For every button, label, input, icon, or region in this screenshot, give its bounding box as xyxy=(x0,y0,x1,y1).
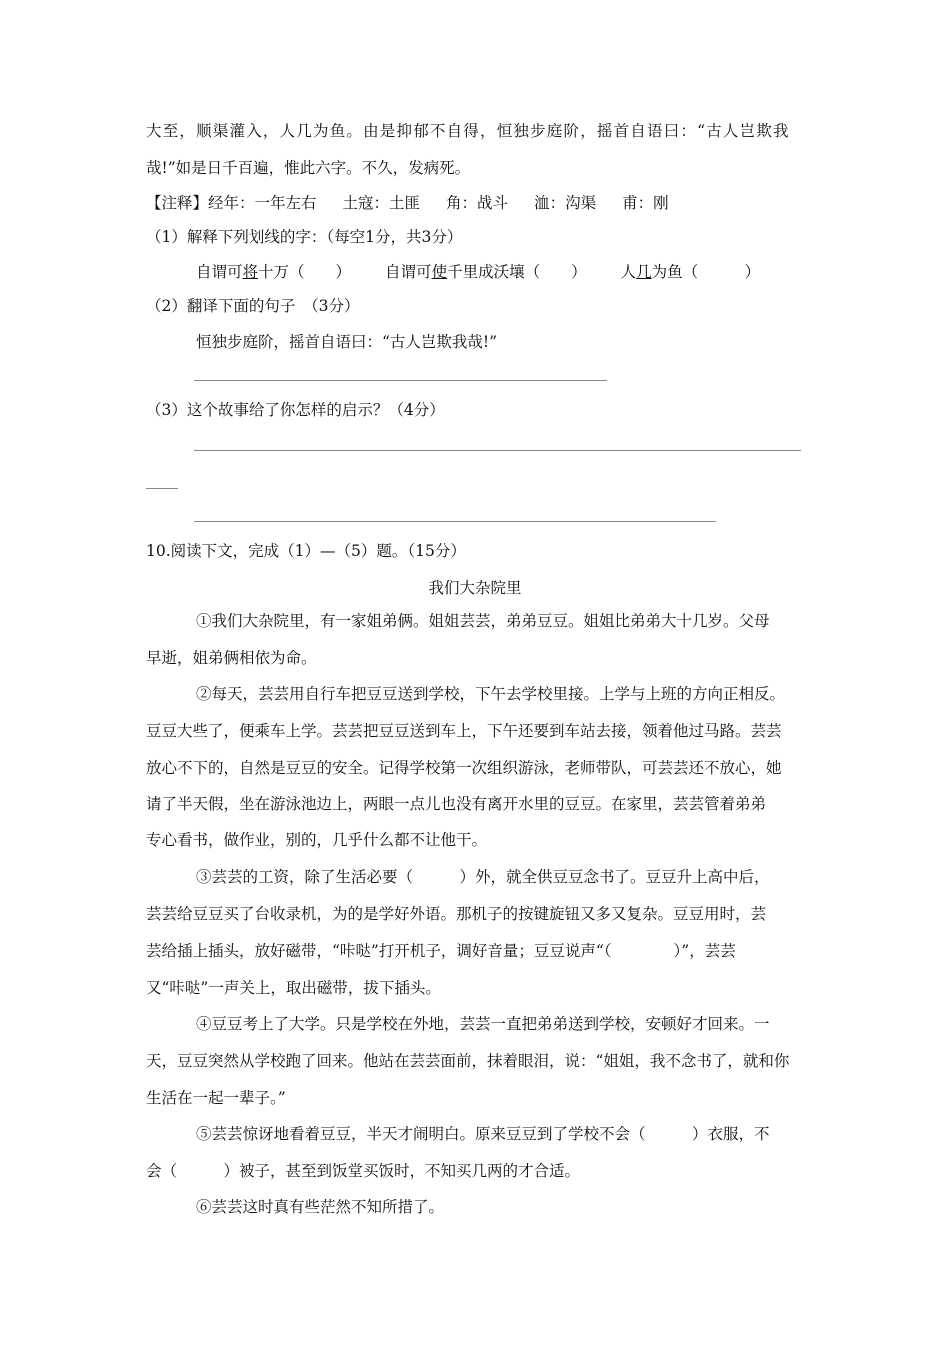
passage-line-2: 哉!”如是日千百遍，惟此六字。不久，发病死。 xyxy=(146,159,471,177)
note-5: 甫：刚 xyxy=(622,194,669,212)
article-line: 生活在一起一辈子。” xyxy=(146,1089,286,1107)
article-line: ⑤芸芸惊讶地看着豆豆，半天才闹明白。原来豆豆到了学校不会（ ）衣服，不 xyxy=(196,1125,770,1143)
article-line: 豆豆大些了，便乘车上学。芸芸把豆豆送到车上，下午还要到车站去接，领着他过马路。芸芸 xyxy=(146,722,782,740)
q2-sentence: 恒独步庭阶，摇首自语曰：“古人岂欺我哉!” xyxy=(196,333,498,351)
article-line: 芸给插上插头，放好磁带，“咔哒”打开机子，调好音量；豆豆说声“（ ）”，芸芸 xyxy=(146,942,736,960)
article-line: ②每天，芸芸用自行车把豆豆送到学校，下午去学校里接。上学与上班的方向正相反。 xyxy=(196,685,786,703)
notes-line xyxy=(146,193,669,213)
article-line: ⑥芸芸这时真有些茫然不知所措了。 xyxy=(196,1198,445,1216)
underlined-char-ji: 几 xyxy=(636,263,652,281)
q1-stem: （1）解释下列划线的字：（每空1分，共3分） xyxy=(146,228,463,246)
q3-answer-line-2 xyxy=(194,521,716,522)
article-line: 芸芸给豆豆买了台收录机，为的是学好外语。那机子的按键旋钮又多又复杂。豆豆用时，芸 xyxy=(146,905,767,923)
q2-stem: （2）翻译下面的句子 （3分） xyxy=(146,297,360,315)
q3-answer-line-1 xyxy=(194,450,801,451)
article-line: ③芸芸的工资，除了生活必要（ ）外，就全供豆豆念书了。豆豆升上高中后， xyxy=(196,868,770,886)
underlined-char-shi: 使 xyxy=(431,263,448,281)
q3-stem: （3）这个故事给了你怎样的启示？（4分） xyxy=(146,401,445,419)
note-4: 洫：沟渠 xyxy=(534,194,597,212)
note-3: 角：战斗 xyxy=(446,194,509,212)
article-line: 请了半天假，坐在游泳池边上，两眼一点儿也没有离开水里的豆豆。在家里，芸芸管着弟弟 xyxy=(146,795,767,813)
article-line: 天，豆豆突然从学校跑了回来。他站在芸芸面前，抹着眼泪，说：“姐姐，我不念书了，就和你 xyxy=(146,1052,790,1070)
article-line: 放心不下的，自然是豆豆的安全。记得学校第一次组织游泳，老师带队，可芸芸还不放心，她 xyxy=(146,759,782,777)
note-1: 经年：一年左右 xyxy=(208,194,317,212)
article-line: ①我们大杂院里，有一家姐弟俩。姐姐芸芸，弟弟豆豆。姐姐比弟弟大十几岁。父母 xyxy=(196,612,770,630)
passage-line-1: 大至，顺渠灌入，人几为鱼。由是抑郁不自得，恒独步庭阶，摇首自语曰：“古人岂欺我 xyxy=(146,122,790,140)
q10-stem: 10.阅读下文，完成（1）—（5）题。（15分） xyxy=(146,542,466,560)
article-line: 又“咔哒”一声关上，取出磁带，拔下插头。 xyxy=(146,979,441,997)
article-line: 早逝，姐弟俩相依为命。 xyxy=(146,649,317,667)
q3-answer-line-tail xyxy=(146,488,178,489)
article-title: 我们大杂院里 xyxy=(428,579,522,597)
notes-label: 【注释】 xyxy=(146,194,209,212)
article-line: 专心看书，做作业，别的，几乎什么都不让他干。 xyxy=(146,831,488,849)
underlined-char-jiang: 将 xyxy=(242,263,259,281)
note-2: 土寇：土匪 xyxy=(342,194,421,212)
article-line: 会（ ）被子，甚至到饭堂买饭时，不知买几两的才合适。 xyxy=(146,1162,581,1180)
q1-items: 自谓可将十万（ ） 自谓可使千里成沃壤（ ） 人几为鱼（ ） xyxy=(196,263,761,281)
q2-answer-line xyxy=(194,380,607,381)
article-line: ④豆豆考上了大学。只是学校在外地，芸芸一直把弟弟送到学校，安顿好才回来。一 xyxy=(196,1015,770,1033)
